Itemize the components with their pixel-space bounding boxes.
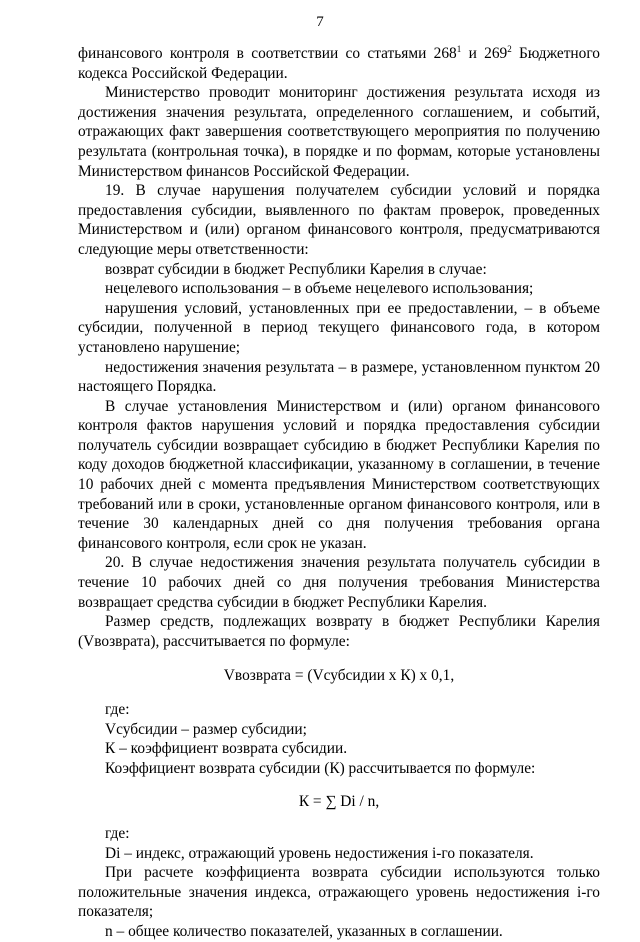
footnote-marker: 1 xyxy=(456,44,462,54)
paragraph: Коэффициент возврата субсидии (К) рассчитывается по формуле: xyxy=(105,759,536,777)
formula: Vвозврата = (Vсубсидии x К) x 0,1, xyxy=(223,667,455,685)
paragraph: возврат субсидии в бюджет Республики Карелия в случае: xyxy=(105,260,487,278)
paragraph: где: xyxy=(105,824,130,842)
formula: К = ∑ Di / n, xyxy=(298,793,380,811)
document-body xyxy=(78,44,600,942)
paragraph: недостижения значения результата – в размере, установленном пунктом 20 настоящего Порядка. xyxy=(78,358,600,396)
paragraph: Министерство проводит мониторинг достижения результата исходя из достижения значения результата, определенного соглашением, и событий, отражающих факт завершения соответствующего мероприятия по получению результата (контрольная точка), в порядке и по формам, которые установлены Министерством финансов Российской Федерации. xyxy=(78,84,600,180)
paragraph: Размер средств, подлежащих возврату в бюджет Республики Карелия (Vвозврата), рассчитывается по формуле: xyxy=(78,613,600,650)
paragraph-text: и 269 xyxy=(461,45,508,62)
paragraph: где: xyxy=(105,701,130,718)
paragraph: нецелевого использования – в объеме нецелевого использования; xyxy=(105,280,534,298)
footnote-marker: 2 xyxy=(507,44,512,54)
paragraph: К – коэффициент возврата субсидии. xyxy=(105,740,348,758)
paragraph: Vсубсидии – размер субсидии; xyxy=(105,720,307,738)
paragraph: n – общее количество показателей, указанных в соглашении. xyxy=(105,922,503,940)
paragraph: Di – индекс, отражающий уровень недостижения i-го показателя. xyxy=(105,844,534,862)
paragraph: В случае установления Министерством и (или) органом финансового контроля фактов нарушения условий и порядка предоставления субсидии получатель субсидии возвращает субсидию в бюджет Республики Карелия по коду доходов бюджетной классификации, указанному в соглашении, в течение 10 рабочих дней с момента предъявления Министерством соответствующих требований или в сроки, установленные органом финансового контроля, или в течение 30 календарных дней со дня получения требования органа финансового контроля, если срок не указан. xyxy=(78,397,600,552)
paragraph: 19. В случае нарушения получателем субсидии условий и порядка предоставления субсидии, выявленного по фактам проверок, проведенных Министерством и (или) органом финансового контроля, предусматриваются следующие меры ответственности: xyxy=(78,182,600,258)
paragraph xyxy=(78,44,600,83)
paragraph: При расчете коэффициента возврата субсидии используются только положительные значения индекса, отражающего уровень недостижения i-го показателя; xyxy=(78,864,600,921)
page-number: 7 xyxy=(316,14,324,30)
paragraph-text: финансового контроля в соответствии со статьями 268 xyxy=(78,45,457,62)
paragraph-text: Бюджетного кодекса Российской Федерации. xyxy=(78,45,600,82)
paragraph: нарушения условий, установленных при ее предоставлении, – в объеме субсидии, полученной в период текущего финансового года, в котором установлено нарушение; xyxy=(78,299,600,356)
paragraph: 20. В случае недостижения значения результата получатель субсидии в течение 10 рабочих дней со дня получения требования Министерства возвращает средства субсидии в бюджет Республики Карелия. xyxy=(78,554,600,611)
